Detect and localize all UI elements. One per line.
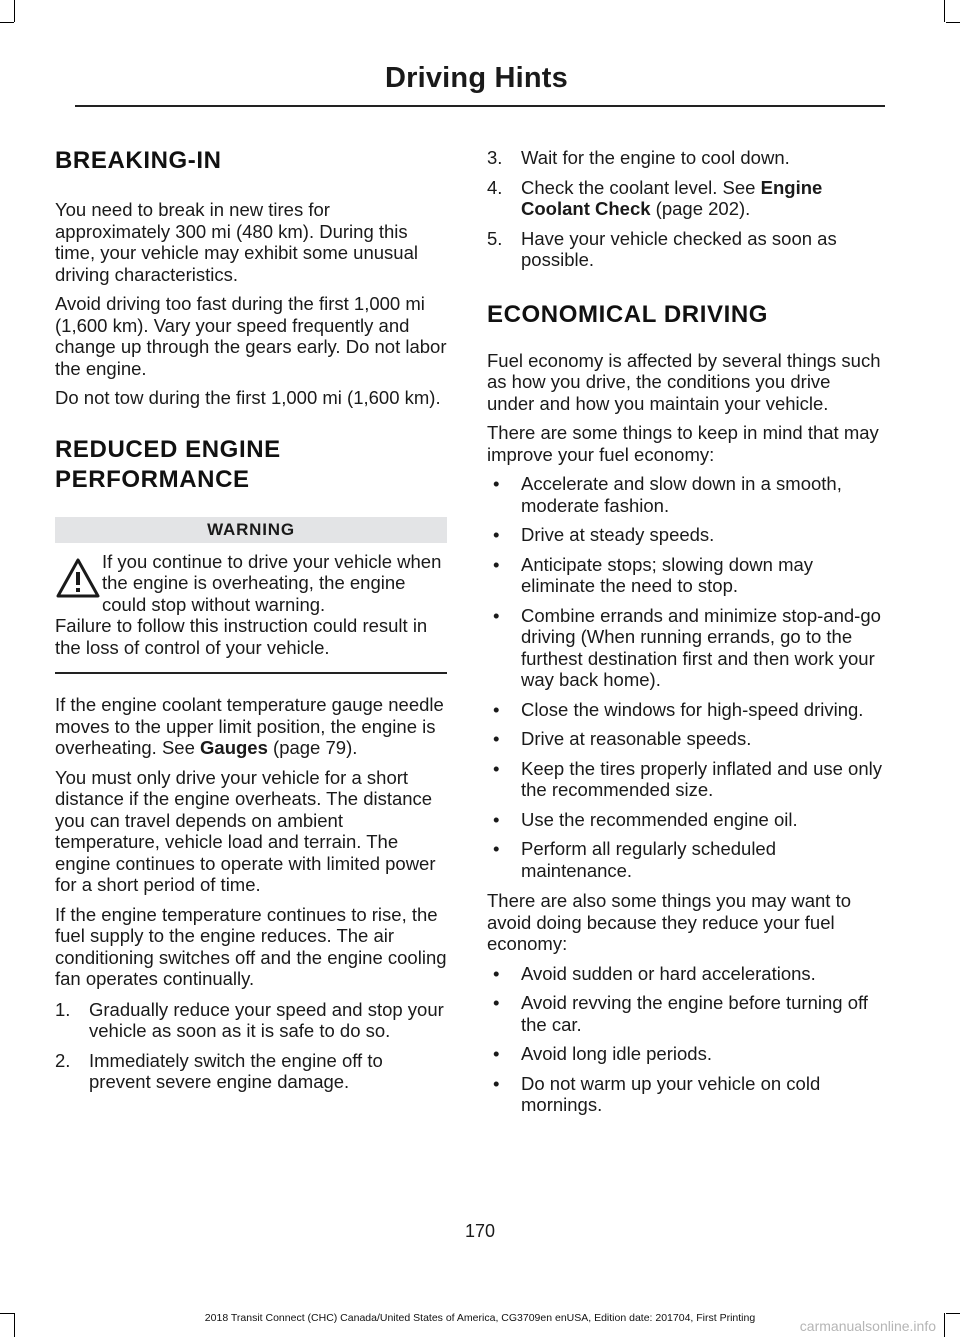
tip-text: Perform all regularly scheduled maintenance. [521, 838, 777, 881]
bullet: • [493, 698, 500, 720]
page-number: 170 [464, 1221, 496, 1241]
bullet: • [493, 728, 500, 749]
avoid-text: Avoid revving the engine before turning off the car. [521, 992, 868, 1035]
list-item [487, 605, 882, 691]
list-item [487, 147, 882, 169]
crop-mark [944, 0, 945, 22]
step-number: 5. [487, 227, 503, 249]
avoid-text: Avoid long idle periods. [521, 1043, 712, 1064]
step-number: 2. [55, 1049, 71, 1071]
warning-text-a: If you continue to drive your vehicle when the engine is overheating, the engine could stop without warning. [102, 550, 442, 615]
bullet: • [493, 604, 500, 626]
step-text [487, 177, 882, 220]
gauges-reference: Gauges [200, 737, 268, 758]
breaking-in-p3: Do not tow during the first 1,000 mi (1,600 km). [55, 387, 441, 408]
avoid-list [487, 963, 882, 1116]
avoid-text: Do not warm up your vehicle on cold mornings. [521, 1072, 821, 1115]
overheat-p1-text: If the engine coolant temperature gauge needle moves to the upper limit position, the engine is overheating. See [55, 694, 444, 758]
overheat-steps [55, 999, 447, 1093]
reduced-engine-heading-line1: REDUCED ENGINE [55, 435, 281, 463]
list-item [487, 992, 882, 1035]
bullet: • [493, 1043, 500, 1064]
overheat-p3: If the engine temperature continues to rise, the fuel supply to the engine reduces. The air conditioning switches off and the engine cooling fan operates continually. [55, 903, 447, 989]
step-text: Immediately switch the engine off to prevent severe engine damage. [89, 1049, 383, 1092]
warning-box [55, 517, 447, 675]
engine-coolant-check-reference: Engine Coolant Check [521, 176, 823, 219]
list-item [487, 524, 882, 546]
list-item [487, 228, 882, 271]
fuel-tips-list [487, 473, 882, 881]
step-text-lead: Check the coolant level. See [521, 176, 761, 198]
header-rule [75, 105, 885, 107]
breaking-in-heading: BREAKING-IN [55, 147, 222, 174]
warning-label: WARNING [55, 517, 447, 543]
step-number: 1. [55, 998, 71, 1020]
step-text: Have your vehicle checked as soon as possible. [521, 227, 837, 270]
warning-rule [55, 672, 447, 674]
list-item [487, 1073, 882, 1116]
list-item [487, 758, 882, 801]
bullet: • [493, 808, 500, 830]
list-item [487, 177, 882, 220]
step-number: 3. [487, 147, 503, 168]
bullet: • [493, 992, 500, 1013]
left-column [55, 140, 447, 1093]
bullet: • [493, 473, 500, 494]
right-column [487, 140, 882, 1116]
step-text: Gradually reduce your speed and stop your vehicle as soon as it is safe to do so. [89, 998, 444, 1041]
list-item [487, 699, 882, 721]
step-text: Wait for the engine to cool down. [521, 147, 790, 168]
crop-mark [946, 22, 960, 23]
bullet: • [493, 553, 500, 575]
warning-text-b: Failure to follow this instruction could result in the loss of control of your vehicle. [55, 615, 428, 658]
bullet: • [493, 962, 500, 984]
gauges-page-ref: (page 79). [267, 737, 358, 758]
tip-text: Use the recommended engine oil. [521, 808, 798, 830]
list-item [487, 963, 882, 985]
economical-p2: There are some things to keep in mind that may improve your fuel economy: [487, 422, 879, 465]
breaking-in-p1: You need to break in new tires for approximately 300 mi (480 km). During this time, your vehicle may exhibit some unusual driving characteristics. [55, 199, 418, 285]
list-item [487, 838, 882, 881]
breaking-in-p2: Avoid driving too fast during the first 1,000 mi (1,600 km). Vary your speed frequently and change up through the gears early. Do not labor the engine. [55, 293, 447, 379]
list-item [487, 554, 882, 597]
economical-p3: There are also some things you may want to avoid doing because they reduce your fuel economy: [487, 890, 852, 954]
overheat-p1 [55, 694, 447, 759]
running-head: Driving Hints [384, 62, 568, 94]
warning-triangle-icon [55, 557, 101, 599]
reduced-engine-heading-line2: PERFORMANCE [55, 465, 250, 493]
crop-mark [0, 22, 14, 23]
tip-text: Accelerate and slow down in a smooth, moderate fashion. [521, 473, 842, 516]
edition-footer: 2018 Transit Connect (CHC) Canada/United States of America, CG3709en enUSA, Edition date: 201704, First Printing [204, 1312, 756, 1324]
list-item [55, 999, 447, 1042]
economical-p1: Fuel economy is affected by several things such as how you drive, the conditions you drive under and how you maintain your vehicle. [487, 349, 881, 414]
overheat-steps-continued [487, 147, 882, 271]
list-item [55, 1050, 447, 1093]
tip-text: Combine errands and minimize stop-and-go driving (When running errands, go to the furthest destination first and then work your way back home). [521, 604, 881, 690]
crop-mark [14, 0, 15, 22]
tip-text: Close the windows for high-speed driving. [521, 698, 864, 720]
step-number: 4. [487, 176, 503, 198]
list-item [487, 1043, 882, 1065]
list-item [487, 809, 882, 831]
tip-text: Keep the tires properly inflated and use only the recommended size. [521, 757, 882, 800]
overheat-p2: You must only drive your vehicle for a short distance if the engine overheats. The distance you can travel depends on ambient temperature, vehicle load and terrain. The engine continues to operate with limited power for a short period of time. [55, 766, 436, 895]
bullet: • [493, 1072, 500, 1094]
bullet: • [493, 757, 500, 779]
list-item [487, 728, 882, 750]
coolant-page-ref: (page 202). [650, 198, 751, 219]
watermark: carmanualsonline.info [799, 1318, 936, 1334]
tip-text: Anticipate stops; slowing down may eliminate the need to stop. [521, 553, 814, 596]
warning-body [55, 551, 447, 675]
tip-text: Drive at reasonable speeds. [521, 728, 752, 749]
tip-text: Drive at steady speeds. [521, 524, 715, 545]
economical-driving-heading: ECONOMICAL DRIVING [487, 300, 769, 328]
bullet: • [493, 838, 500, 859]
list-item [487, 473, 882, 516]
bullet: • [493, 524, 500, 545]
avoid-text: Avoid sudden or hard accelerations. [521, 962, 816, 984]
